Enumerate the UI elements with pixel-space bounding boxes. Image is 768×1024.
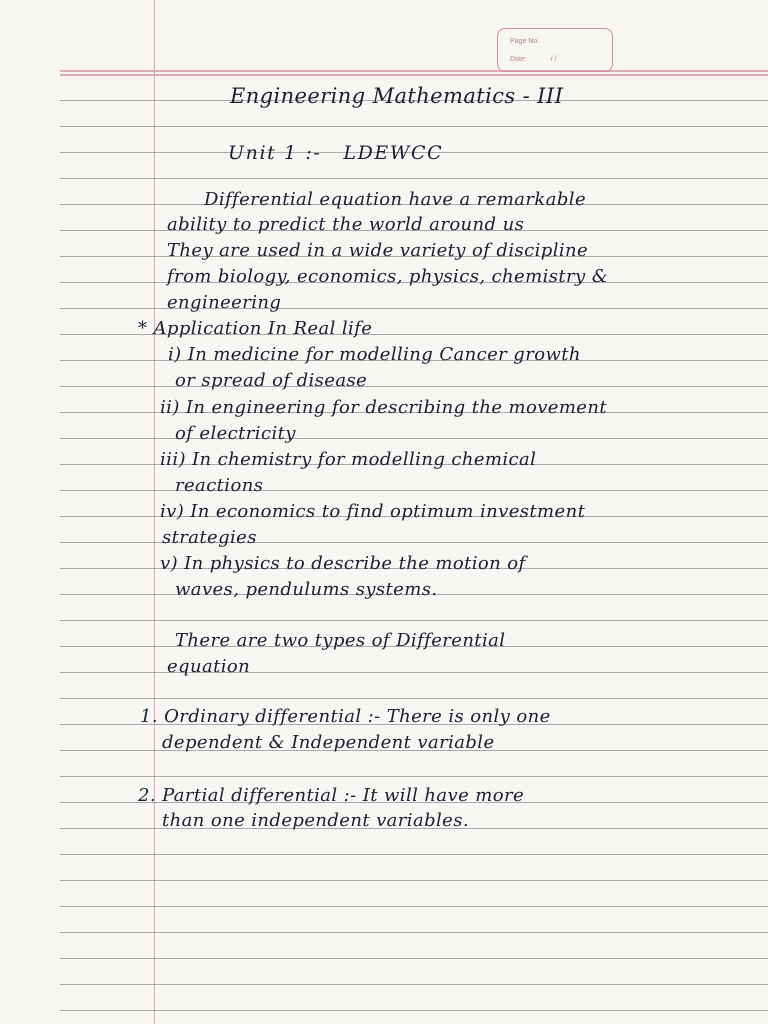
types-intro-line: equation: [167, 656, 251, 677]
rule-line: [60, 776, 768, 777]
page-date-box: [497, 28, 613, 72]
intro-line: engineering: [167, 292, 282, 313]
rule-line: [60, 698, 768, 699]
date-separator: / /: [550, 56, 557, 63]
date-label: Date:: [510, 56, 527, 63]
type-item: dependent & Independent variable: [162, 732, 495, 753]
rule-line: [60, 906, 768, 907]
unit-label: Unit 1 :-: [228, 142, 322, 164]
intro-line: They are used in a wide variety of discipline: [167, 240, 589, 261]
application-item: iv) In economics to find optimum investment: [160, 501, 586, 522]
rule-line: [60, 1010, 768, 1011]
application-item: of electricity: [175, 423, 296, 444]
page-no-label: Page No.: [510, 38, 540, 45]
rule-line: [60, 932, 768, 933]
unit-name: LDEWCC: [343, 142, 444, 164]
rule-line: [60, 386, 768, 387]
rule-line: [60, 70, 768, 72]
rule-line: [60, 880, 768, 881]
application-item: or spread of disease: [175, 370, 368, 391]
rule-line: [60, 620, 768, 621]
types-intro-line: There are two types of Differential: [175, 630, 506, 651]
type-item: 2. Partial differential :- It will have more: [138, 785, 525, 806]
unit-heading: [228, 142, 443, 164]
rule-line: [60, 438, 768, 439]
application-item: i) In medicine for modelling Cancer growth: [168, 344, 581, 365]
application-item: reactions: [175, 475, 264, 496]
type-item: 1. Ordinary differential :- There is only one: [140, 706, 551, 727]
rule-line: [60, 178, 768, 179]
date-field: [510, 56, 557, 63]
application-item: v) In physics to describe the motion of: [160, 553, 526, 574]
type-item: than one independent variables.: [162, 810, 469, 831]
application-item: ii) In engineering for describing the movement: [160, 397, 607, 418]
margin-line: [154, 0, 155, 1024]
rule-line: [60, 854, 768, 855]
intro-line: from biology, economics, physics, chemistry &: [167, 266, 609, 287]
application-item: strategies: [162, 527, 257, 548]
application-item: iii) In chemistry for modelling chemical: [160, 449, 537, 470]
page-title: Engineering Mathematics - III: [230, 84, 564, 108]
intro-line: Differential equation have a remarkable: [204, 189, 587, 210]
intro-line: ability to predict the world around us: [167, 214, 525, 235]
rule-line: [60, 958, 768, 959]
rule-line: [60, 74, 768, 76]
rule-line: [60, 490, 768, 491]
applications-heading: * Application In Real life: [138, 318, 373, 339]
rule-line: [60, 984, 768, 985]
application-item: waves, pendulums systems.: [175, 579, 438, 600]
rule-line: [60, 126, 768, 127]
